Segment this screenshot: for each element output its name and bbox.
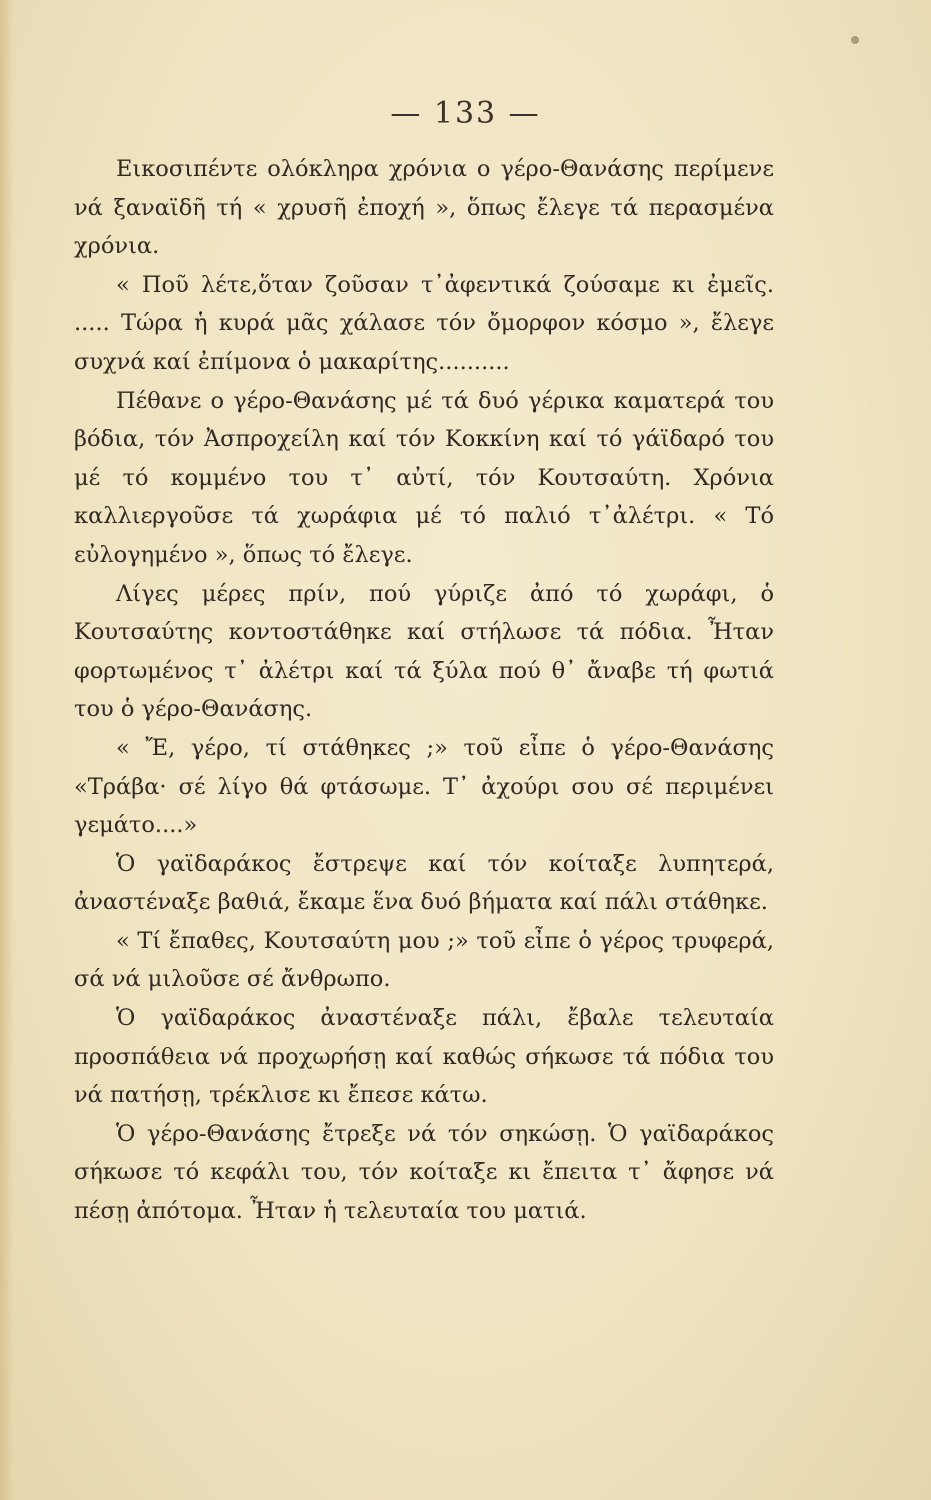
page-number: — 133 — [390,96,541,131]
paragraph: Ὁ γαϊδαράκος ἔστρεψε καί τόν κοίταξε λυπητερά, ἀναστέναξε βαθιά, ἔκαμε ἕνα δυό βήματα καί πάλι στάθηκε. [74,850,774,916]
body-text [74,150,774,1231]
paragraph: Εικοσιπέντε ολόκληρα χρόνια ο γέρο-Θανάσης περίμενε νά ξαναϊδῆ τή « χρυσῆ ἐποχή », ὅπως ἔλεγε τά περασμένα χρόνια. [74,156,774,260]
paragraph: Πέθανε ο γέρο-Θανάσης μέ τά δυό γέρικα καματερά του βόδια, τόν Ἀσπροχείλη καί τόν Κοκκίνη καί τό γάϊδαρό του μέ τό κομμένο του τ᾽ αὐτί, τόν Κουτσαύτη. Χρόνια καλλιεργοῦσε τά χωράφια μέ τό παλιό τ᾽ἀλέτρι. « Τό εὐλογημένο », ὅπως τό ἔλεγε. [74,387,774,568]
paragraph: Ὁ γαϊδαράκος ἀναστέναξε πάλι, ἔβαλε τελευταία προσπάθεια νά προχωρήσῃ καί καθώς σήκωσε τά πόδια του νά πατήσῃ, τρέκλισε κι ἔπεσε κάτω. [74,1005,774,1109]
paragraph: « Ποῦ λέτε,ὅταν ζοῦσαν τ᾽ἀφεντικά ζούσαμε κι ἐμεῖς. ..... Τώρα ἡ κυρά μᾶς χάλασε τόν ὄμορφον κόσμο », ἔλεγε συχνά καί ἐπίμονα ὁ μακαρίτης.......... [74,271,774,375]
paragraph: « Τί ἔπαθες, Κουτσαύτη μου ;» τοῦ εἶπε ὁ γέρος τρυφερά, σά νά μιλοῦσε σέ ἄνθρωπο. [74,927,774,993]
paragraph: Ὁ γέρο-Θανάσης ἔτρεξε νά τόν σηκώσῃ. Ὁ γαϊδαράκος σήκωσε τό κεφάλι του, τόν κοίταξε κι ἔπειτα τ᾽ ἄφησε νά πέσῃ ἀπότομα. Ἦταν ἡ τελευταία του ματιά. [74,1120,774,1225]
page-edge-shadow [0,0,14,1500]
paragraph: « Ἔ, γέρο, τί στάθηκες ;» τοῦ εἶπε ὁ γέρο-Θανάσης «Τράβα· σέ λίγο θά φτάσωμε. Τ᾽ ἀχούρι σου σέ περιμένει γεμάτο....» [74,734,774,839]
paper-spot [851,36,859,44]
paragraph: Λίγες μέρες πρίν, πού γύριζε ἀπό τό χωράφι, ὁ Κουτσαύτης κοντοστάθηκε καί στήλωσε τά πόδια. Ἦταν φορτωμένος τ᾽ ἀλέτρι καί τά ξύλα πού θ᾽ ἄναβε τή φωτιά του ὁ γέρο-Θανάσης. [74,580,774,723]
